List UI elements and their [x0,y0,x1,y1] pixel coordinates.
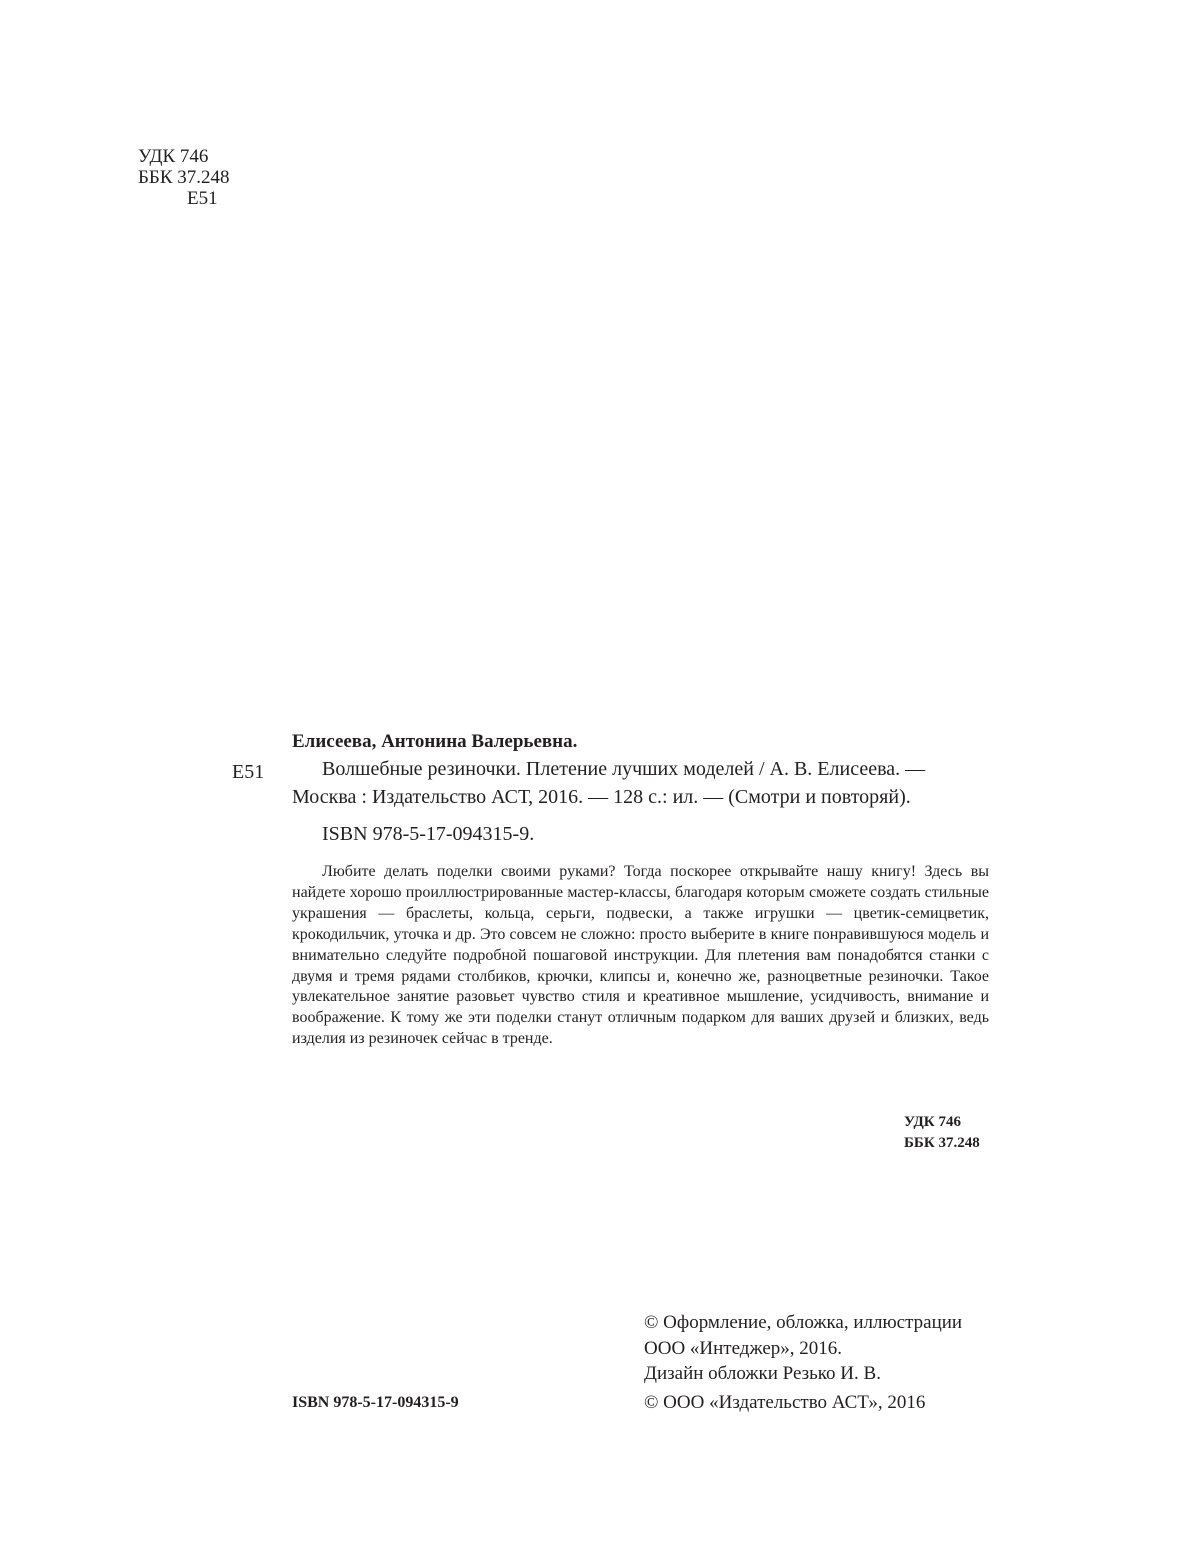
udk-code-bottom: УДК 746 [904,1114,961,1130]
copyright-line-1: © Оформление, обложка, иллюстрации [644,1312,963,1333]
annotation-paragraph: Любите делать поделки своими руками? Тогда поскорее открывайте нашу книгу! Здесь вы найдете хорошо проиллюстрированные мастер-классы, благодаря которым сможете создать стильные украшения — браслеты, кольца, серьги, подвески, а также игрушки — цветик-семицветик, крокодильчик, уточка и др. Это совсем не сложно: просто выберите в книге понравившуюся модель и внимательно следуйте подробной пошаговой инструкции. Для плетения вам понадобятся станки с двумя и тремя рядами столбиков, крючки, клипсы и, конечно же, разноцветные резиночки. Такое увлекательное занятие разовьет чувство стиля и креативное мышление, усидчивость, внимание и воображение. К тому же эти поделки станут отличным подарком для ваших друзей и близких, ведь изделия из резиночек сейчас в тренде. [292,863,989,1048]
bbk-code-bottom: ББК 37.248 [904,1135,980,1151]
isbn-record: ISBN 978-5-17-094315-9. [322,823,535,845]
title-line-1: Волшебные резиночки. Плетение лучших моделей / А. В. Елисеева. — [322,758,926,780]
author-mark-record: Е51 [232,761,265,783]
title-line-2: Москва : Издательство АСТ, 2016. — 128 с.: ил. — (Смотри и повторяй). [292,786,911,808]
copyright-line-3: Дизайн обложки Резько И. В. [644,1363,881,1384]
udk-code: УДК 746 [138,146,209,167]
copyright-line-4: © ООО «Издательство АСТ», 2016 [644,1392,926,1413]
isbn-bottom: ISBN 978-5-17-094315-9 [292,1394,459,1411]
author-heading: Елисеева, Антонина Валерьевна. [292,731,578,752]
copyright-line-2: ООО «Интеджер», 2016. [644,1338,843,1359]
author-mark: Е51 [187,188,218,209]
bbk-code: ББК 37.248 [138,167,230,188]
